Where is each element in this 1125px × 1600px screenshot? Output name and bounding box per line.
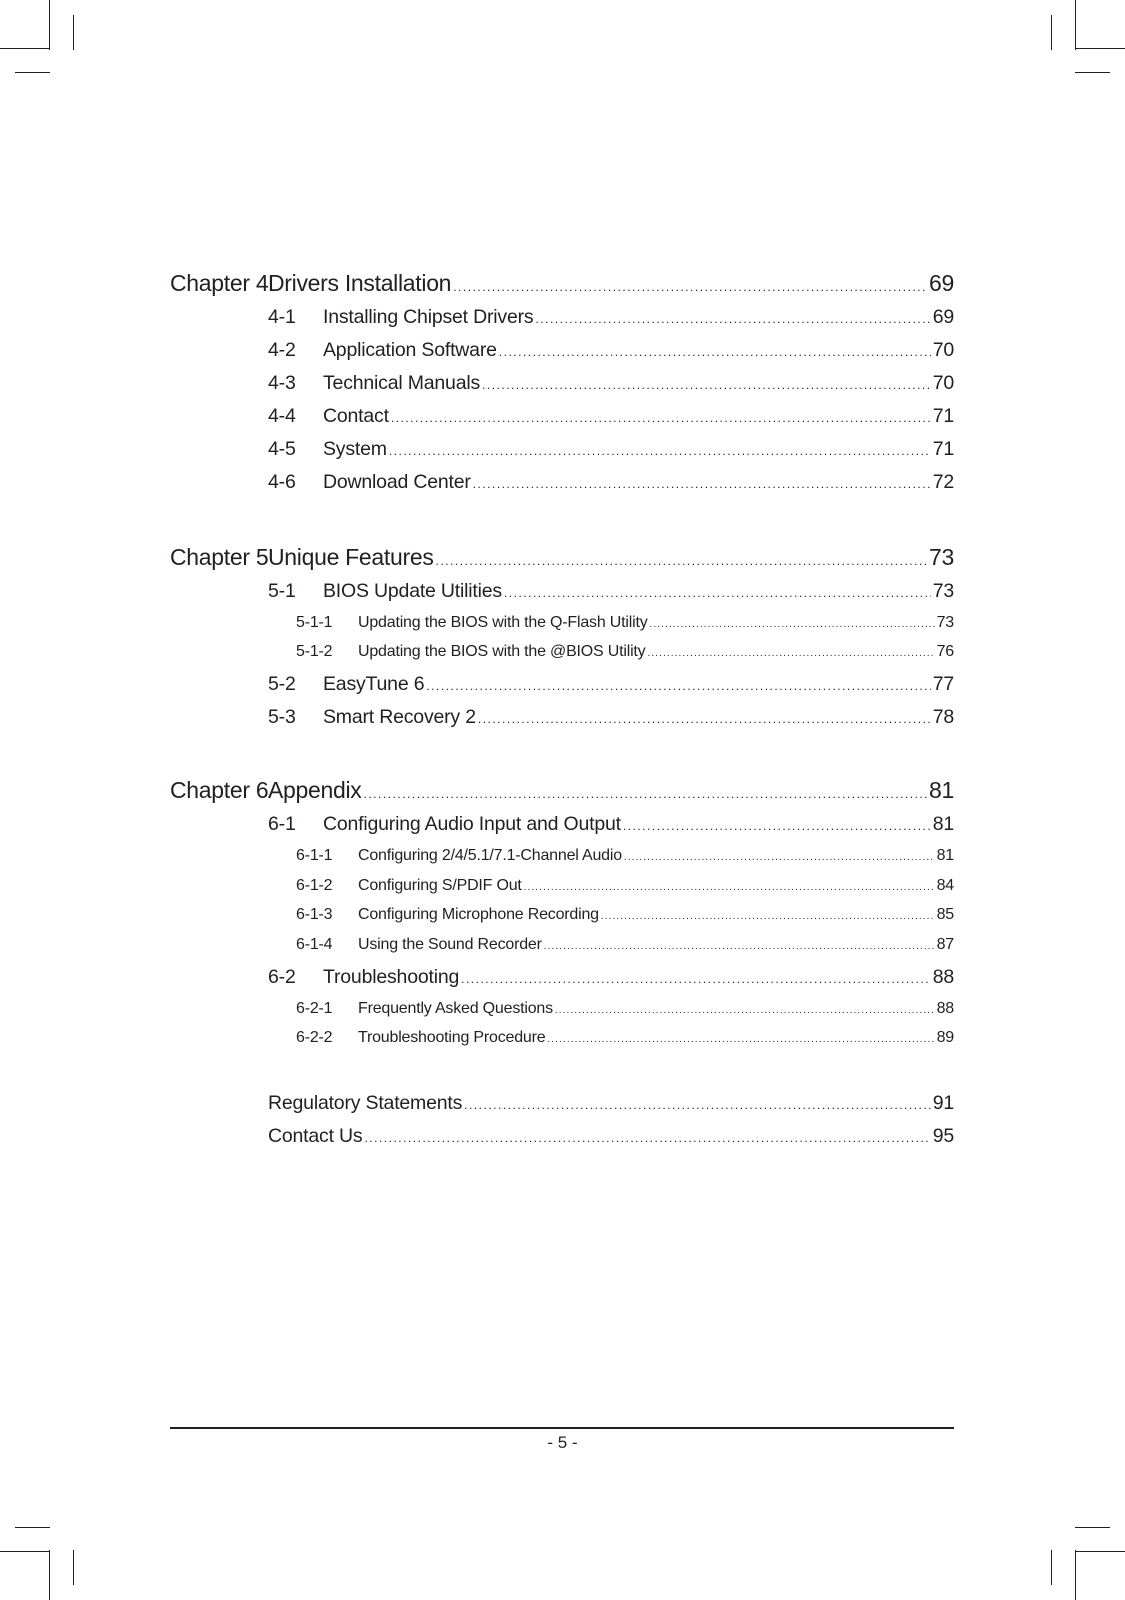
subsection-number: 6-1-4 bbox=[296, 936, 333, 953]
page-ref: 88 bbox=[932, 966, 954, 988]
dot-leader bbox=[436, 554, 927, 568]
section-number: 5-3 bbox=[268, 706, 296, 728]
crop-mark bbox=[73, 1550, 74, 1585]
entry-title: Configuring Microphone Recording bbox=[358, 906, 599, 923]
section-number: 4-2 bbox=[268, 339, 296, 361]
section-number: 4-6 bbox=[268, 471, 296, 493]
entry-title: Smart Recovery 2 bbox=[323, 706, 476, 728]
entry-title: System bbox=[323, 438, 387, 460]
dot-leader bbox=[547, 1034, 934, 1045]
subsection-number: 6-2-2 bbox=[296, 1029, 333, 1046]
toc-section-entry[interactable] bbox=[170, 813, 954, 836]
dot-leader bbox=[453, 280, 927, 294]
toc-entry[interactable] bbox=[170, 1125, 954, 1148]
dot-leader bbox=[535, 312, 930, 326]
page-ref: 78 bbox=[932, 706, 954, 728]
chapter-number: Chapter 4 bbox=[170, 270, 269, 296]
entry-title: Application Software bbox=[323, 339, 497, 361]
toc-subsection-entry[interactable] bbox=[170, 847, 954, 865]
entry-title: Regulatory Statements bbox=[268, 1092, 463, 1114]
page-ref: 76 bbox=[936, 643, 954, 660]
section-number: 5-1 bbox=[268, 580, 296, 602]
dot-leader bbox=[426, 679, 930, 693]
crop-mark bbox=[15, 72, 50, 73]
dot-leader bbox=[389, 444, 931, 458]
page-number: - 5 - bbox=[547, 1433, 578, 1452]
crop-mark bbox=[1075, 1551, 1125, 1552]
subsection-number: 6-1-1 bbox=[296, 847, 333, 864]
crop-mark bbox=[0, 48, 50, 49]
page-ref: 89 bbox=[936, 1029, 954, 1046]
entry-title: Appendix bbox=[268, 777, 362, 803]
entry-title: Configuring 2/4/5.1/7.1-Channel Audio bbox=[358, 847, 622, 864]
dot-leader bbox=[544, 941, 935, 952]
chapter-number: Chapter 6 bbox=[170, 777, 269, 803]
page-ref: 72 bbox=[932, 471, 954, 493]
page-ref: 69 bbox=[932, 306, 954, 328]
toc-section-entry[interactable] bbox=[170, 438, 954, 461]
dot-leader bbox=[623, 819, 931, 833]
toc-subsection-entry[interactable] bbox=[170, 1029, 954, 1047]
entry-title: Download Center bbox=[323, 471, 471, 493]
entry-title: Contact bbox=[323, 405, 389, 427]
dot-leader bbox=[364, 787, 928, 801]
entry-title: Contact Us bbox=[268, 1125, 363, 1147]
chapter-number: Chapter 5 bbox=[170, 544, 269, 570]
page-ref: 73 bbox=[932, 580, 954, 602]
crop-mark bbox=[49, 1550, 50, 1600]
dot-leader bbox=[555, 1005, 935, 1016]
entry-title: Configuring S/PDIF Out bbox=[358, 877, 522, 894]
entry-title: Technical Manuals bbox=[323, 372, 481, 394]
page-ref: 70 bbox=[932, 372, 954, 394]
toc-subsection-entry[interactable] bbox=[170, 936, 954, 954]
toc-entry[interactable] bbox=[170, 1092, 954, 1115]
dot-leader bbox=[601, 911, 935, 922]
toc-subsection-entry[interactable] bbox=[170, 877, 954, 895]
subsection-number: 6-2-1 bbox=[296, 1000, 333, 1017]
toc-chapter-entry[interactable] bbox=[170, 777, 954, 804]
dot-leader bbox=[391, 411, 931, 425]
section-number: 4-3 bbox=[268, 372, 296, 394]
subsection-number: 5-1-2 bbox=[296, 643, 333, 660]
page-ref: 71 bbox=[932, 405, 954, 427]
entry-title: Unique Features bbox=[268, 544, 434, 570]
entry-title: Using the Sound Recorder bbox=[358, 936, 542, 953]
entry-title: Configuring Audio Input and Output bbox=[323, 813, 621, 835]
subsection-number: 5-1-1 bbox=[296, 614, 333, 631]
dot-leader bbox=[482, 378, 931, 392]
page-ref: 84 bbox=[936, 877, 954, 894]
page-ref: 88 bbox=[936, 1000, 954, 1017]
section-number: 4-1 bbox=[268, 306, 296, 328]
toc-subsection-entry[interactable] bbox=[170, 643, 954, 661]
dot-leader bbox=[624, 852, 935, 863]
crop-mark bbox=[73, 15, 74, 50]
page-ref: 91 bbox=[932, 1092, 954, 1114]
toc-section-entry[interactable] bbox=[170, 372, 954, 395]
page-ref: 85 bbox=[936, 906, 954, 923]
crop-mark bbox=[1075, 1550, 1076, 1600]
crop-mark bbox=[1075, 48, 1125, 49]
crop-mark bbox=[49, 0, 50, 50]
toc-subsection-entry[interactable] bbox=[170, 906, 954, 924]
subsection-number: 6-1-3 bbox=[296, 906, 333, 923]
subsection-number: 6-1-2 bbox=[296, 877, 333, 894]
dot-leader bbox=[461, 972, 931, 986]
crop-mark bbox=[0, 1551, 50, 1552]
page-ref: 81 bbox=[932, 813, 954, 835]
entry-title: Updating the BIOS with the @BIOS Utility bbox=[358, 643, 646, 660]
crop-mark bbox=[1075, 1527, 1110, 1528]
section-number: 6-2 bbox=[268, 966, 296, 988]
crop-mark bbox=[1075, 0, 1076, 50]
page-ref: 87 bbox=[936, 936, 954, 953]
dot-leader bbox=[504, 586, 931, 600]
page-ref: 73 bbox=[929, 544, 954, 570]
section-number: 6-1 bbox=[268, 813, 296, 835]
section-number: 5-2 bbox=[268, 673, 296, 695]
section-number: 4-4 bbox=[268, 405, 296, 427]
dot-leader bbox=[524, 882, 935, 893]
page-ref: 69 bbox=[929, 270, 954, 296]
page-ref: 95 bbox=[932, 1125, 954, 1147]
dot-leader bbox=[464, 1098, 931, 1112]
entry-title: Installing Chipset Drivers bbox=[323, 306, 534, 328]
toc-section-entry[interactable] bbox=[170, 580, 954, 603]
entry-title: Troubleshooting bbox=[323, 966, 460, 988]
toc-chapter-entry[interactable] bbox=[170, 270, 954, 297]
dot-leader bbox=[650, 619, 935, 630]
crop-mark bbox=[1051, 15, 1052, 50]
dot-leader bbox=[499, 345, 931, 359]
dot-leader bbox=[473, 477, 931, 491]
entry-title: Troubleshooting Procedure bbox=[358, 1029, 546, 1046]
page-ref: 77 bbox=[932, 673, 954, 695]
toc-section-entry[interactable] bbox=[170, 306, 954, 329]
toc-section-entry[interactable] bbox=[170, 471, 954, 494]
page-ref: 73 bbox=[936, 614, 954, 631]
toc-section-entry[interactable] bbox=[170, 966, 954, 989]
dot-leader bbox=[478, 712, 931, 726]
footer-rule bbox=[170, 1427, 954, 1429]
page-ref: 81 bbox=[929, 777, 954, 803]
crop-mark bbox=[1075, 72, 1110, 73]
entry-title: Frequently Asked Questions bbox=[358, 1000, 553, 1017]
toc-section-entry[interactable] bbox=[170, 706, 954, 729]
section-number: 4-5 bbox=[268, 438, 296, 460]
dot-leader bbox=[647, 648, 934, 659]
dot-leader bbox=[364, 1131, 930, 1145]
entry-title: Updating the BIOS with the Q-Flash Utility bbox=[358, 614, 648, 631]
toc-chapter-entry[interactable] bbox=[170, 544, 954, 571]
entry-title: Drivers Installation bbox=[268, 270, 452, 296]
crop-mark bbox=[1051, 1550, 1052, 1585]
toc-section-entry[interactable] bbox=[170, 339, 954, 362]
crop-mark bbox=[15, 1527, 50, 1528]
entry-title: BIOS Update Utilities bbox=[323, 580, 502, 602]
entry-title: EasyTune 6 bbox=[323, 673, 425, 695]
toc-subsection-entry[interactable] bbox=[170, 1000, 954, 1018]
page-ref: 81 bbox=[936, 847, 954, 864]
toc-section-entry[interactable] bbox=[170, 673, 954, 696]
page-ref: 71 bbox=[932, 438, 954, 460]
toc-subsection-entry[interactable] bbox=[170, 614, 954, 632]
page-ref: 70 bbox=[932, 339, 954, 361]
toc-section-entry[interactable] bbox=[170, 405, 954, 428]
